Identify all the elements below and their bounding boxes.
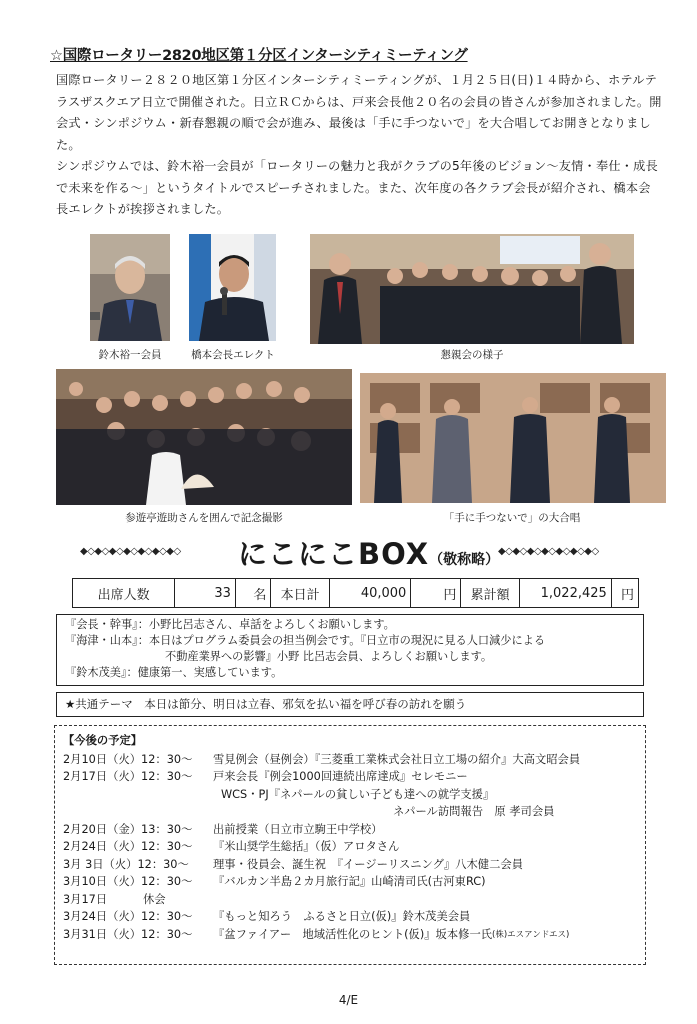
schedule-row: 3月 3日（火）12：30～ 理事・役員会、誕生祝 『イージーリスニング』八木健二会員 bbox=[63, 857, 523, 871]
comment-line: 『海津・山本』：本日はプログラム委員会の担当例会です。『日立市の現況に見る人口減少による bbox=[65, 634, 546, 647]
stats-table bbox=[72, 578, 639, 608]
comment-line: 『会長・幹事』：小野比呂志さん、卓話をよろしくお願いします。 bbox=[65, 618, 395, 631]
today-value: 40,000 bbox=[329, 579, 410, 608]
decoration-left: ◆◇◆◇◆◇◆◇◆◇◆◇◆◇ bbox=[80, 546, 181, 557]
photo-party bbox=[310, 234, 634, 344]
photo-caption: 橋本会長エレクト bbox=[191, 349, 275, 361]
schedule-row-sub: WCS・PJ『ネパールの貧しい子ども達への就学支援』 bbox=[221, 787, 495, 801]
schedule-title: 【今後の予定】 bbox=[63, 734, 143, 747]
photo-singing bbox=[360, 373, 666, 503]
box-title: にこにこBOX（敬称略） bbox=[238, 537, 500, 571]
today-label: 本日計 bbox=[271, 579, 329, 608]
photo-caption: 懇親会の様子 bbox=[440, 349, 504, 361]
schedule-row: 3月17日 休会 bbox=[63, 892, 166, 906]
cumulative-unit: 円 bbox=[611, 579, 638, 608]
paragraph: シンポジウムでは、鈴木裕一会員が「ロータリーの魅力と我がクラブの5年後のビジョン～友情・奉仕・成長で未来を作る～」というタイトルでスピーチされました。また、次年度の各クラブ会長が紹介され、橋本会長エレクトが挨拶されました。 bbox=[56, 159, 658, 216]
attendance-label: 出席人数 bbox=[73, 579, 175, 608]
schedule-row: 2月17日（火）12：30～ 戸来会長『例会1000回連続出席達成』セレモニー bbox=[63, 770, 468, 784]
article-body bbox=[56, 70, 662, 221]
comments-box bbox=[56, 614, 644, 686]
schedule-row-sub: ネパール訪問報告 原 孝司会員 bbox=[393, 805, 555, 819]
cumulative-label: 累計額 bbox=[461, 579, 519, 608]
schedule-row: 2月24日（火）12：30～ 『米山奨学生総括』（仮）アロタさん bbox=[63, 840, 400, 854]
photo-speaker-suzuki bbox=[90, 234, 170, 341]
photo-caption: 「手に手つないで」の大合唱 bbox=[443, 512, 581, 524]
attendance-unit: 名 bbox=[235, 579, 271, 608]
schedule-row: 3月24日（火）12：30～ 『もっと知ろう ふるさと日立(仮)』鈴木茂美会員 bbox=[63, 910, 471, 924]
comment-line: 不動産業界への影響』小野 比呂志会員、よろしくお願いします。 bbox=[165, 650, 493, 663]
photo-caption: 鈴木裕一会員 bbox=[98, 349, 162, 361]
photo-group bbox=[56, 369, 352, 505]
schedule-row: 2月20日（金）13：30～ 出前授業（日立市立駒王中学校） bbox=[63, 822, 383, 836]
decoration-right: ◆◇◆◇◆◇◆◇◆◇◆◇◆◇ bbox=[498, 546, 599, 557]
cumulative-value: 1,022,425 bbox=[519, 579, 611, 608]
nikoniko-box-banner bbox=[80, 535, 632, 569]
common-theme: ★共通テーマ 本日は節分、明日は立春、邪気を払い福を呼び春の訪れを願う bbox=[56, 692, 644, 717]
article-title: ☆国際ロータリー2820地区第１分区インターシティミーティング bbox=[50, 48, 468, 64]
today-unit: 円 bbox=[411, 579, 461, 608]
schedule-row: 2月10日（火）12：30～ 雪見例会（昼例会）『三菱重工業株式会社日立工場の紹介』大高文昭会員 bbox=[63, 752, 581, 766]
paragraph: 国際ロータリー２８２０地区第１分区インターシティミーティングが、１月２５日(日)１４時から、ホテルテラスザスクエア日立で開催された。日立ＲＣからは、戸来会長他２０名の会員の皆さんが参加されました。開会式・シンポジウム・新春懇親の順で会が進み、最後は「手に手つないで」を大合唱してお開きとなりました。 bbox=[56, 73, 662, 152]
photo-caption: 参遊亭遊助さんを囲んで記念撮影 bbox=[125, 512, 283, 524]
page-number: 4/E bbox=[338, 993, 359, 1007]
schedule-row: 3月10日（火）12：30～ 『バルカン半島２カ月旅行記』山崎清司氏(古河東RC) bbox=[63, 875, 486, 889]
schedule-row: 3月31日（火）12：30～ 『盆ファイアー 地域活性化のヒント(仮)』坂本修一氏 (株)エスアンドエス) bbox=[63, 927, 570, 941]
schedule-box bbox=[54, 725, 646, 965]
photo-president-elect bbox=[189, 234, 276, 341]
comment-line: 『鈴木茂美』：健康第一、実感しています。 bbox=[65, 666, 283, 679]
attendance-value: 33 bbox=[175, 579, 236, 608]
